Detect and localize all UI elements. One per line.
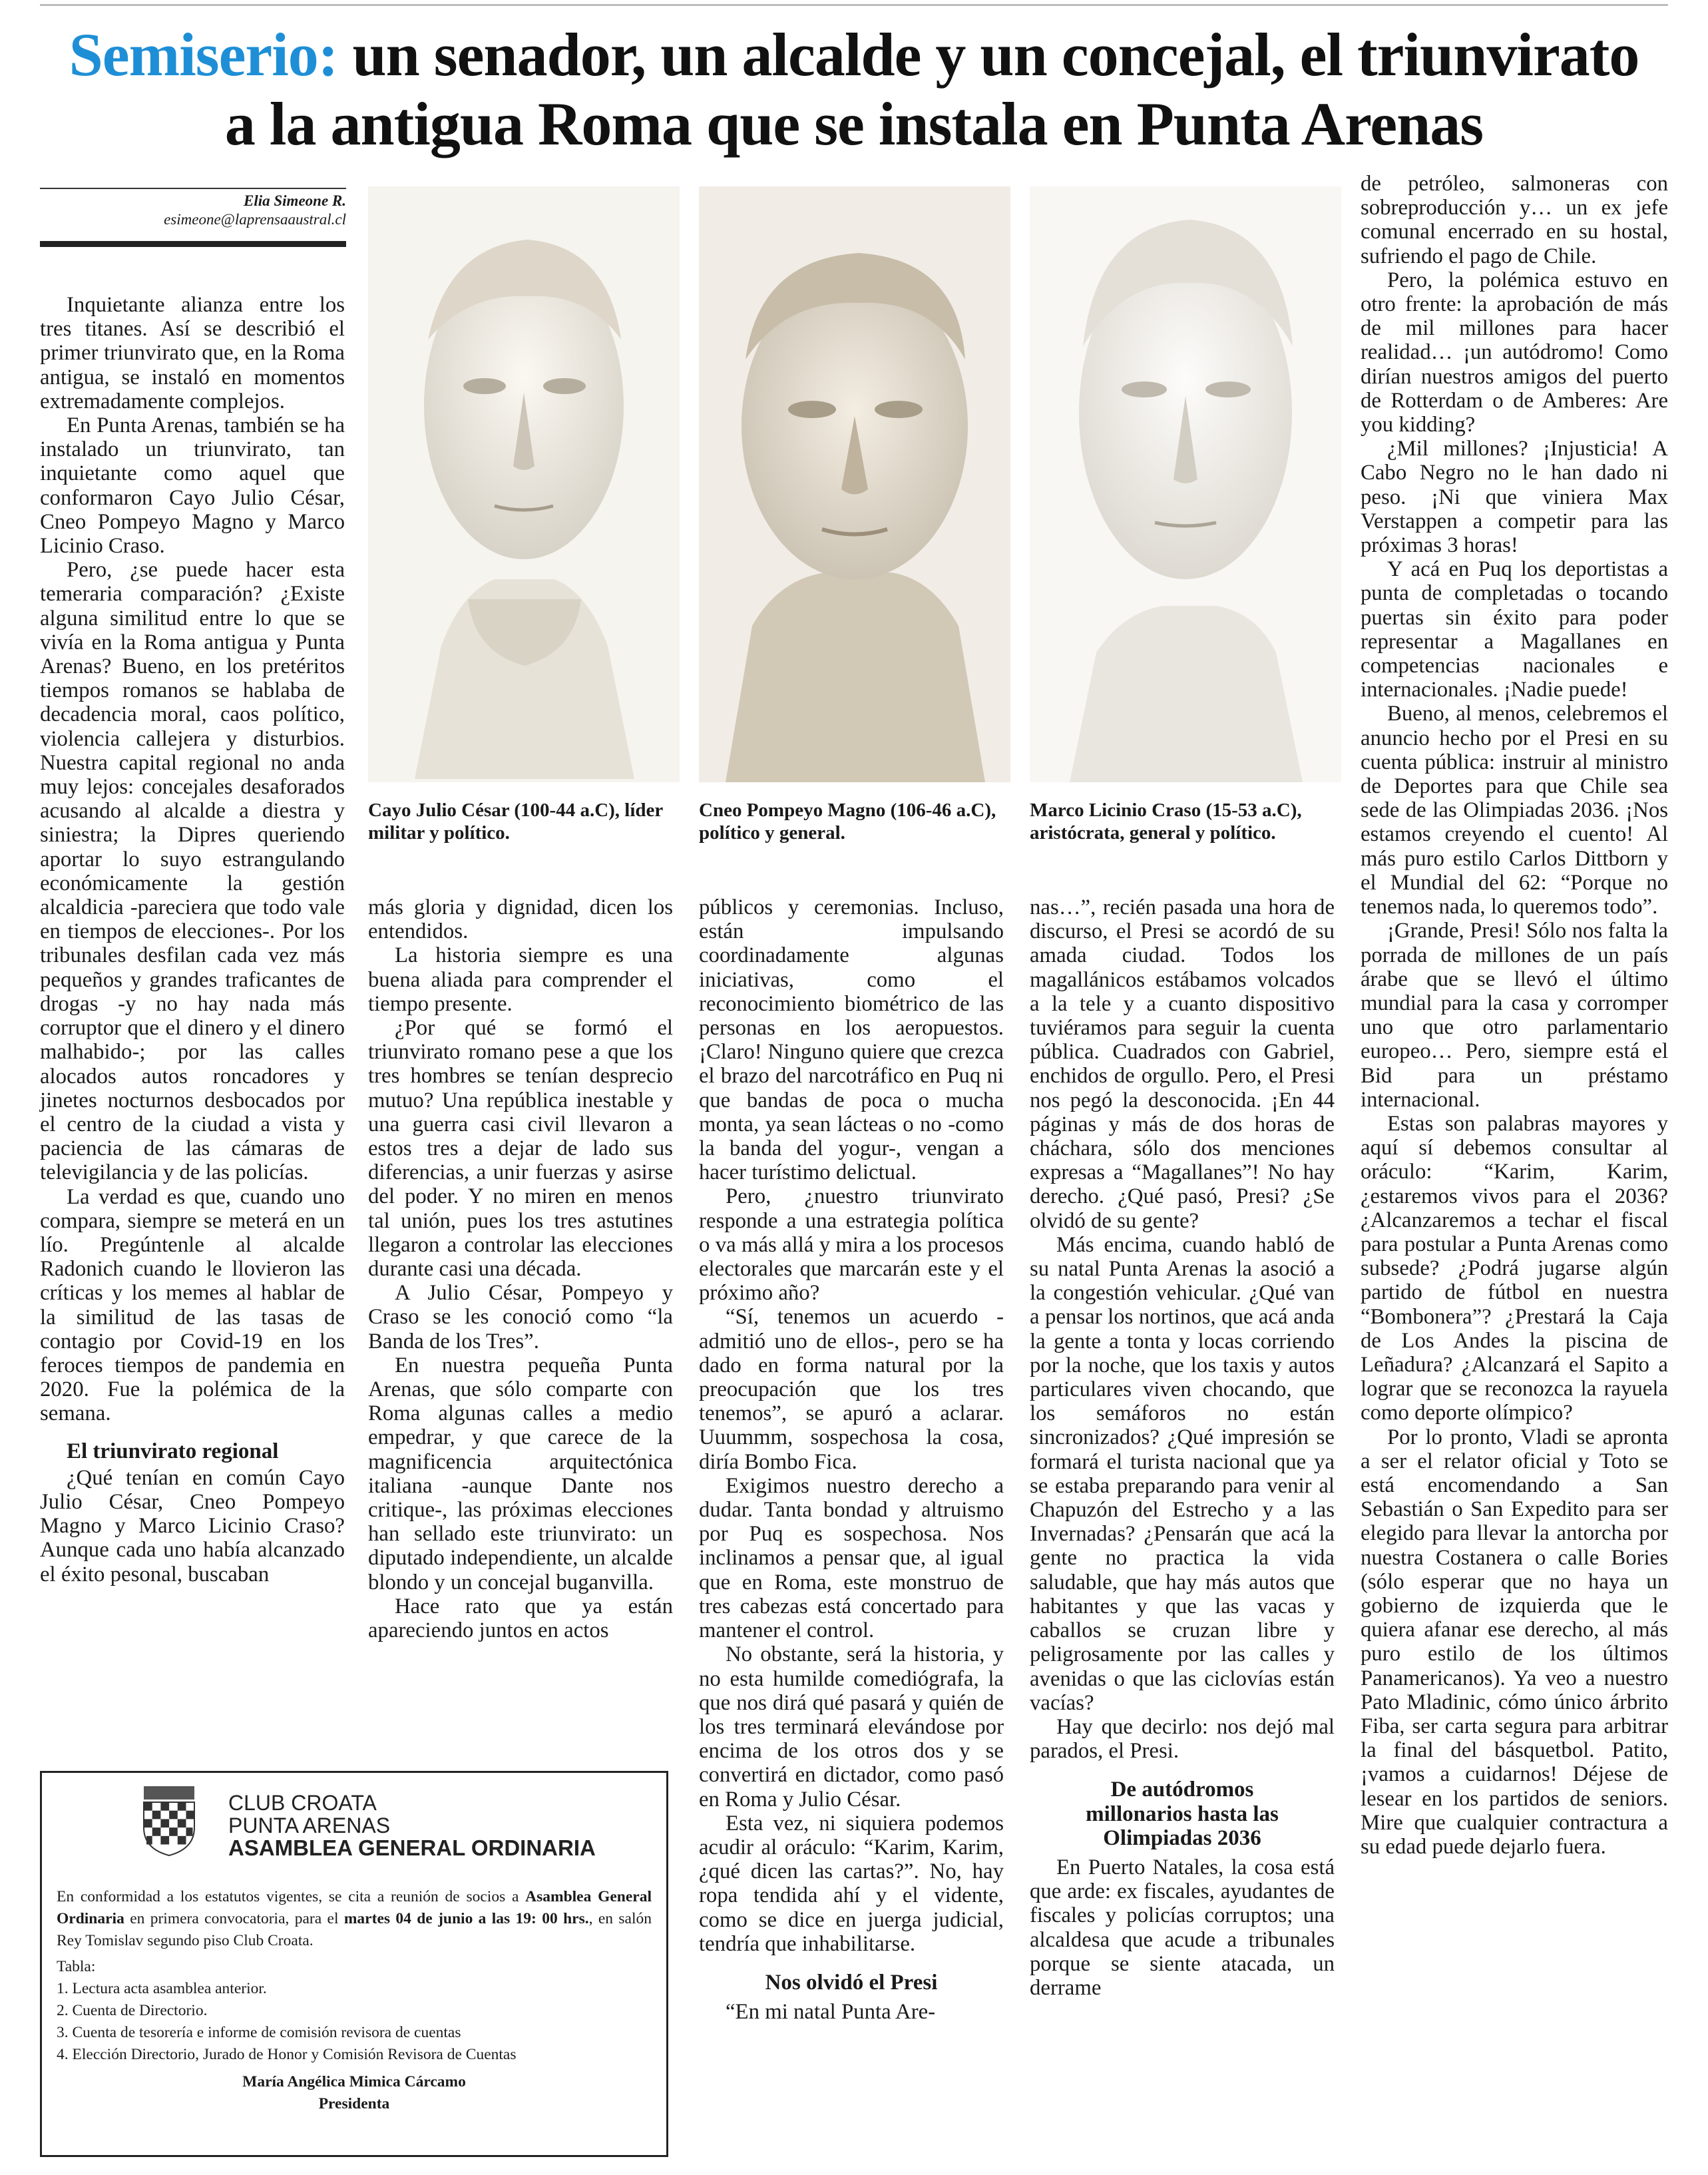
column-2: [368, 895, 673, 1642]
bust-photo-cesar: [368, 186, 680, 782]
paragraph: No obstante, será la historia, y no esta humilde comediógrafa, la que nos dirá qué pasará y quién de los tres terminará elevándose por encima de los otros dos y se convertirá en dictador, como pasó en Roma y Julio César.: [699, 1642, 1004, 1812]
notice-item: 3. Cuenta de tesorería e informe de comisión revisora de cuentas: [57, 2024, 461, 2041]
paragraph: La verdad es que, cuando uno compara, siempre se meterá en un lío. Pregúntenle al alcalde Radonich cuando le llovieron las críticas y los memes al hablar de la similitud de las tasas de contagio por Covid-19 en los feroces tiempos de pandemia en 2020. Fue la polémica de la semana.: [40, 1184, 345, 1426]
bust-photo-craso: [1030, 186, 1341, 782]
byline-author: Elia Simeone R.: [244, 192, 346, 209]
club-croata-notice: [40, 1771, 668, 2157]
paragraph: Pero, la polémica estuvo en otro frente: la aprobación de más de mil millones para hacer realidad… ¡un autódromo! Como dirían nuestros amigos del puerto de Rotterdam o de Amberes: Are you kidding?: [1361, 268, 1668, 437]
top-rule: [40, 4, 1668, 6]
paragraph: En nuestra pequeña Punta Arenas, que sólo comparte con Roma algunas calles a medio empedrar, y que carece de la magnificencia arquitectónica italiana -aunque Dante nos critique-, las próximas elecciones han sellado este triunvirato: un diputado independiente, un alcalde blondo y un concejal buganvilla.: [368, 1353, 673, 1594]
paragraph: “Sí, tenemos un acuerdo -admitió uno de ellos-, pero se ha dado en forma natural por la preocupación que los tres tenemos”, se apuró a aclarar. Uuummm, sospechosa la cosa, diría Bombo Fica.: [699, 1305, 1004, 1474]
caption-pompeyo: Cneo Pompeyo Magno (106-46 a.C), político y general.: [699, 800, 996, 844]
paragraph: Exigimos nuestro derecho a dudar. Tanta bondad y altruismo por Puq es sospechosa. Nos inclinamos a pensar que, al igual que en Roma, este monstruo de tres cabezas está concertado para mantener el control.: [699, 1473, 1004, 1643]
notice-text: , en salón Rey Tomislav segundo piso Club Croata.: [57, 1910, 652, 1949]
byline: [40, 188, 346, 229]
notice-date: martes 04 de junio a las 19: 00 hrs.: [343, 1910, 589, 1927]
bust-craso-image: [1030, 186, 1341, 782]
notice-club-name: CLUB CROATA: [228, 1791, 377, 1815]
paragraph: Hace rato que ya están apareciendo juntos en actos: [368, 1594, 673, 1643]
paragraph: Bueno, al menos, celebremos el anuncio hecho por el Presi en su cuenta pública: instruir al ministro de Deportes para que Chile sea sede de las Olimpiadas 2036. ¡Nos estamos creyendo el cuento! Al más puro estilo Carlos Dittborn y el Mundial del 62: “Porque no tenemos nada, lo queremos todo”.: [1361, 702, 1668, 919]
byline-email[interactable]: esimeone@laprensaaustral.cl: [164, 211, 346, 228]
paragraph: Y acá en Puq los deportistas a punta de completadas o tocando puertas sin éxito para poder representar a Magallanes en competencias nacionales e internacionales. ¡Nadie puede!: [1361, 557, 1668, 702]
paragraph: ¿Qué tenían en común Cayo Julio César, Cneo Pompeyo Magno y Marco Licinio Craso? Aunque cada uno había alcanzado el éxito pesonal, buscaban: [40, 1465, 345, 1586]
notice-item: 2. Cuenta de Directorio.: [57, 2002, 208, 2019]
subhead-nos-olvido: Nos olvidó el Presi: [765, 1970, 938, 1995]
paragraph: Hay que decirlo: nos dejó mal parados, el Presi.: [1030, 1714, 1335, 1764]
paragraph: Inquietante alianza entre los tres titanes. Así se describió el primer triunvirato que, en la Roma antigua, se instaló en momentos extremadamente complejos.: [40, 293, 345, 413]
notice-signer: María Angélica Mimica Cárcamo: [242, 2073, 466, 2090]
column-3: [699, 895, 1004, 2024]
notice-city: PUNTA ARENAS: [228, 1813, 391, 1837]
notice-item: 4. Elección Directorio, Jurado de Honor y Comisión Revisora de Cuentas: [57, 2046, 517, 2063]
notice-title: [228, 1792, 596, 1859]
paragraph: ¿Por qué se formó el triunvirato romano pese a que los tres hombres se tenían desprecio mutuo? Una república inestable y una guerra casi civil llevaron a estos tres a dejar de lado sus diferencias, a unir fuerzas y asirse del poder. Y no miren en menos tal unión, pues los tres astutines llegaron a controlar las elecciones durante casi una década.: [368, 1016, 673, 1282]
notice-body: [57, 1886, 652, 2115]
paragraph: La historia siempre es una buena aliada para comprender el tiempo presente.: [368, 943, 673, 1016]
headline-line-1: un senador, un alcalde y un concejal, el triunvirato: [337, 21, 1639, 89]
subhead-autodromos: De autódromos millonarios hasta las Olimpiadas 2036: [1086, 1778, 1279, 1850]
headline-line-2: a la antigua Roma que se instala en Punta Arenas: [224, 90, 1484, 158]
notice-table-label: Tabla:: [57, 1958, 96, 1975]
paragraph: A Julio César, Pompeyo y Craso se les conoció como “la Banda de los Tres”.: [368, 1281, 673, 1353]
paragraph: ¡Grande, Presi! Sólo nos falta la porrada de millones de un país árabe que se llevó el último mundial para la casa y corromper uno que otro parlamentario europeo… Pero, siempre está el Bid para un préstamo internacional.: [1361, 919, 1668, 1112]
paragraph: Estas son palabras mayores y aquí sí debemos consultar al oráculo: “Karim, Karim, ¿estaremos vivos para el 2036? ¿Alcanzaremos a techar el fiscal para postular a Punta Arenas como subsede? ¿Podrá jugarse algún partido de fútbol en nuestra “Bombonera”? ¿Prestará la Caja de Los Andes la piscina de Leñadura? ¿Alcanzará el Sapito a lograr que se reconozca la rayuela como deporte olímpico?: [1361, 1111, 1668, 1425]
notice-text-bold: Asamblea General Ordinaria: [57, 1888, 652, 1927]
paragraph: “En mi natal Punta Are-: [726, 2000, 936, 2025]
notice-text: En conformidad a los estatutos vigentes, se cita a reunión de socios a: [57, 1888, 526, 1905]
headline-kicker: Semiserio:: [69, 21, 338, 89]
byline-rule: [40, 241, 346, 247]
caption-cesar: Cayo Julio César (100-44 a.C), líder militar y político.: [368, 800, 663, 844]
column-5: [1361, 172, 1668, 1859]
notice-lead: [57, 1886, 652, 1952]
column-1: [40, 293, 345, 1586]
subhead-triunvirato-regional: El triunvirato regional: [67, 1439, 279, 1463]
paragraph: de petróleo, salmoneras con sobreproducción y… un ex jefe comunal encerrado en su hostal, sufriendo el pago de Chile.: [1361, 172, 1668, 268]
paragraph: En Puerto Natales, la cosa está que arde: ex fiscales, ayudantes de fiscales y policías corruptos; una alcaldesa que acude a tribunales porque se siente atacada, un derrame: [1030, 1855, 1335, 2000]
paragraph: Más encima, cuando habló de su natal Punta Arenas la asoció a la congestión vehicular. ¿Qué van a pensar los nortinos, que acá anda la gente a tonta y locas corriendo por la noche, que los taxis y autos particulares viven chocando, que los semáforos no están sincronizados? ¿Qué impresión se formará el turista nacional que ya se estaba preparando para venir al Chapuzón del Estrecho y a las Invernadas? ¿Pensarán que acá la gente no practica la vida saludable, que hay más autos que habitantes y que las vacas y caballos se cruzan libre y peligrosamente por las calles y avenidas o que las ciclovías están vacías?: [1030, 1232, 1335, 1715]
paragraph: Pero, ¿se puede hacer esta temeraria comparación? ¿Existe alguna similitud entre lo que se vivía en la Roma antigua y Punta Arenas? Bueno, en los pretéritos tiempos romanos se hablaba de decadencia moral, caos político, violencia callejera y disturbios. Nuestra capital regional no anda muy lejos: concejales desaforados acusando al alcalde a diestra y siniestra; la Dipres queriendo aportar lo suyo estrangulando económicamente la gestión alcaldicia -pareciera que todo vale en tiempos de elecciones-. Por los tribunales desfilan cada vez más pequeños y grandes traficantes de drogas -y no hay nada más corruptor que el dinero y el dinero malhabido-; por las calles alocados autos roncadores y jinetes nocturnos desbocados por el centro de la ciudad a vista y paciencia de las cámaras de televigilancia y de las policías.: [40, 558, 345, 1185]
paragraph: En Punta Arenas, también se ha instalado un triunvirato, tan inquietante como aquel que conformaron Cayo Julio César, Cneo Pompeyo Magno y Marco Licinio Craso.: [40, 413, 345, 559]
notice-role: Presidenta: [318, 2095, 390, 2112]
paragraph: más gloria y dignidad, dicen los entendidos.: [368, 895, 673, 944]
croatian-coat-of-arms-icon: [138, 1785, 200, 1857]
paragraph: ¿Mil millones? ¡Injusticia! A Cabo Negro no le han dado ni peso. ¡Ni que viniera Max Verstappen a competir para las próximas 3 horas!: [1361, 437, 1668, 558]
column-4: [1030, 895, 1335, 2000]
notice-assembly: ASAMBLEA GENERAL ORDINARIA: [228, 1835, 596, 1860]
paragraph: Pero, ¿nuestro triunvirato responde a una estrategia política o va más allá y mira a los procesos electorales que marcarán este y el próximo año?: [699, 1184, 1004, 1306]
paragraph: públicos y ceremonias. Incluso, están impulsando coordinadamente algunas iniciativas, como el reconocimiento biométrico de las personas en los aeropuestos. ¡Claro! Ninguno quiere que crezca el brazo del narcotráfico en Puq ni que bandas de poca o mucha monta, ya sean lácteas o no -como la banda del yogur-, vengan a hacer turístimo delictual.: [699, 895, 1004, 1185]
notice-text: en primera convocatoria, para el: [124, 1910, 344, 1927]
notice-item: 1. Lectura acta asamblea anterior.: [57, 1980, 267, 1997]
bust-photo-pompeyo: [699, 186, 1010, 782]
headline: [40, 20, 1668, 158]
paragraph: Por lo pronto, Vladi se apronta a ser el relator oficial y Toto se está encomendando a San Sebastián o San Expedito para ser elegido para llevar la antorcha por nuestra Costanera o calle Bories (sólo esperar que no haya un gobierno de izquierda que le quiera afanar ese derecho, al más puro estilo de los últimos Panamericanos). Ya veo a nuestro Pato Mladinic, cómo único árbrito Fiba, ser carta segura para arbitrar la final del básquetbol. Patito, ¡vamos a cuidarnos! Déjese de lesear en los partidos de seniors. Mire que cualquier contractura a su edad puede dejarlo fuera.: [1361, 1425, 1668, 1859]
paragraph: nas…”, recién pasada una hora de discurso, el Presi se acordó de su amada ciudad. Todos los magallánicos estábamos volcados a la tele y a cuanto dispositivo tuviéramos para seguir la cuenta pública. Cuadrados con Gabriel, enchidos de orgullo. Pero, el Presi nos pegó la desconocida. ¡En 44 páginas y más de dos horas de cháchara, sólo dos menciones expresas a “Magallanes”! No hay derecho. ¿Qué pasó, Presi? ¿Se olvidó de su gente?: [1030, 895, 1335, 1233]
paragraph: Esta vez, ni siquiera podemos acudir al oráculo: “Karim, Karim, ¿qué dicen las cartas?”. No, hay ropa tendida ahí y el vidente, como se dice en juerga judicial, tendría que inhabilitarse.: [699, 1811, 1004, 1956]
bust-pompeyo-image: [699, 186, 1010, 782]
bust-cesar-image: [368, 186, 680, 782]
caption-craso: Marco Licinio Craso (15-53 a.C), aristócrata, general y político.: [1030, 800, 1302, 844]
